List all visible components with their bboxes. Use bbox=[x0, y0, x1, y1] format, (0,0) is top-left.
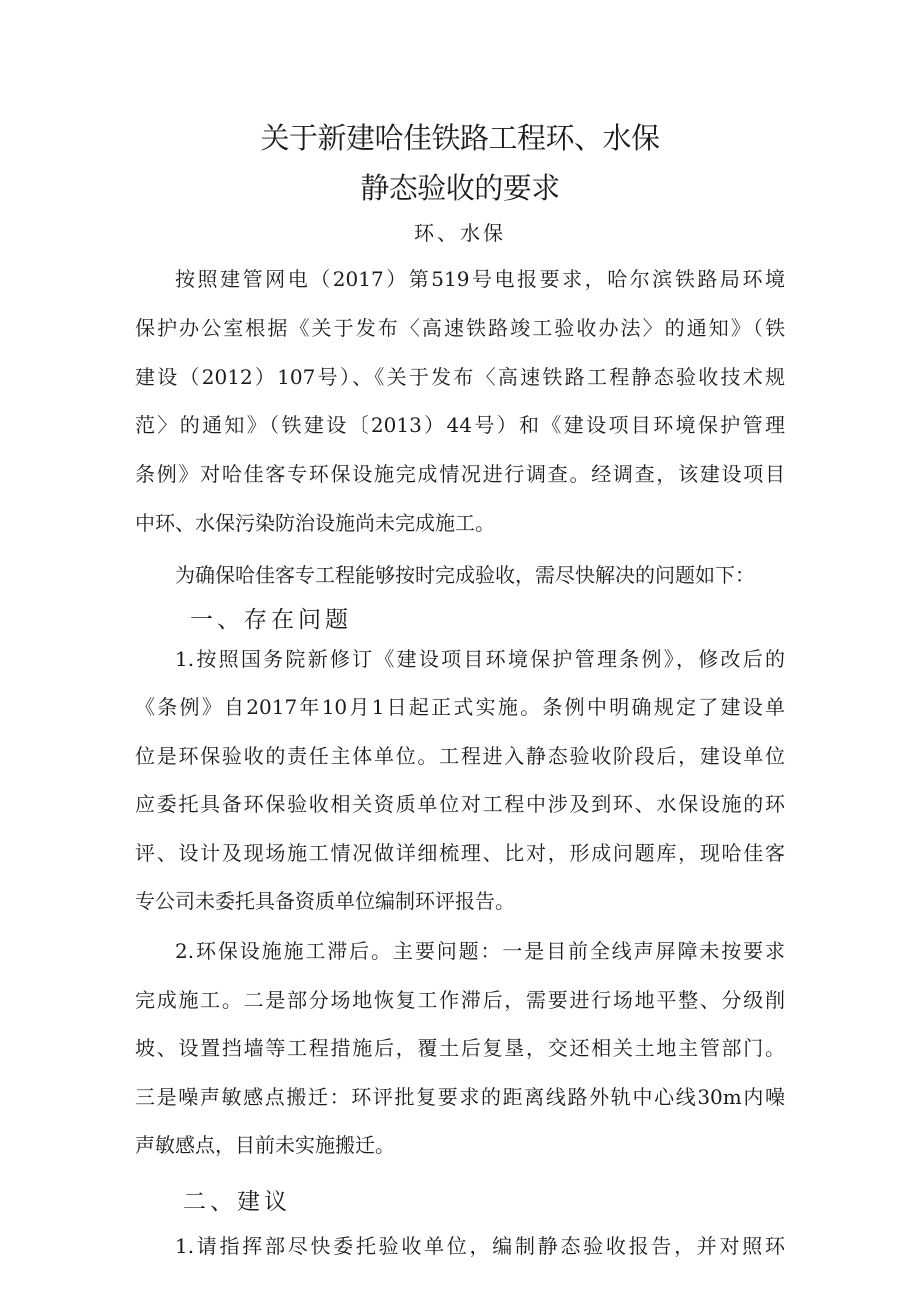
document-title-line-2: 静态验收的要求 bbox=[360, 171, 560, 205]
paragraph-line: 声敏感点，目前未实施搬迁。 bbox=[135, 1133, 395, 1157]
document-subtitle: 环、水保 bbox=[414, 221, 506, 245]
paragraph-line: 范〉的通知》（铁建设〔2013）44号）和《建设项目环境保护管理 bbox=[135, 413, 785, 437]
paragraph-line: 坡、设置挡墙等工程措施后，覆土后复垦，交还相关土地主管部门。 bbox=[135, 1036, 785, 1060]
paragraph-line: 保护办公室根据《关于发布〈高速铁路竣工验收办法〉的通知》（铁 bbox=[135, 316, 785, 340]
paragraph-line: 1.按照国务院新修订《建设项目环境保护管理条例》，修改后的 bbox=[175, 647, 785, 671]
purpose-line: 为确保哈佳客专工程能够按时完成验收，需尽快解决的问题如下： bbox=[175, 563, 755, 587]
paragraph-line: 2.环保设施施工滞后。主要问题：一是目前全线声屏障未按要求 bbox=[175, 939, 785, 963]
section-heading-suggestions: 二、建议 bbox=[183, 1189, 291, 1215]
paragraph-line: 建设（2012）107号）、《关于发布〈高速铁路工程静态验收技术规 bbox=[135, 365, 785, 389]
paragraph-line: 按照建管网电（2017）第519号电报要求，哈尔滨铁路局环境 bbox=[175, 267, 785, 291]
paragraph-line: 完成施工。二是部分场地恢复工作滞后，需要进行场地平整、分级削 bbox=[135, 988, 785, 1012]
paragraph-line: 中环、水保污染防治设施尚未完成施工。 bbox=[135, 511, 495, 535]
paragraph-line: 条例》对哈佳客专环保设施完成情况进行调查。经调查，该建设项目 bbox=[135, 462, 785, 486]
document-title-line-1: 关于新建哈佳铁路工程环、水保 bbox=[260, 121, 660, 155]
paragraph-line: 应委托具备环保验收相关资质单位对工程中涉及到环、水保设施的环 bbox=[135, 792, 785, 816]
paragraph-line: 三是噪声敏感点搬迁：环评批复要求的距离线路外轨中心线30m内噪 bbox=[135, 1085, 785, 1109]
paragraph-line: 《条例》自2017年10月1日起正式实施。条例中明确规定了建设单 bbox=[135, 695, 785, 719]
section-heading-issues: 一、存在问题 bbox=[190, 607, 352, 633]
paragraph-line: 位是环保验收的责任主体单位。工程进入静态验收阶段后，建设单位 bbox=[135, 744, 785, 768]
paragraph-line: 专公司未委托具备资质单位编制环评报告。 bbox=[135, 889, 515, 913]
paragraph-line: 评、设计及现场施工情况做详细梳理、比对，形成问题库，现哈佳客 bbox=[135, 841, 785, 865]
paragraph-line: 1.请指挥部尽快委托验收单位，编制静态验收报告，并对照环 bbox=[175, 1234, 785, 1258]
